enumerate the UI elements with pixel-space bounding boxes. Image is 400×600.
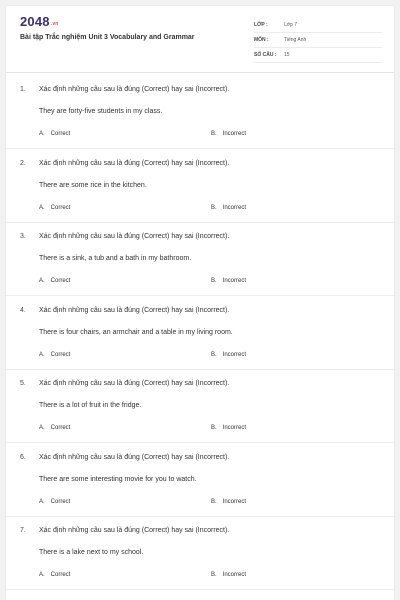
question-number: 7.: [20, 527, 26, 534]
meta-row-question-count: [254, 48, 382, 63]
option-a[interactable]: A. Correct: [39, 131, 71, 137]
question-item: [6, 527, 394, 600]
question-sentence: There is four chairs, an armchair and a table in my living room.: [39, 328, 233, 336]
site-logo[interactable]: 2048.vn: [20, 14, 59, 29]
meta-label: MÔN :: [254, 37, 269, 43]
question-prompt: Xác định những câu sau là đúng (Correct) hay sai (Incorrect).: [39, 453, 230, 461]
option-b[interactable]: B. Incorrect: [211, 131, 247, 137]
question-divider: [6, 295, 394, 296]
question-prompt: Xác định những câu sau là đúng (Correct) hay sai (Incorrect).: [39, 380, 230, 387]
meta-value: Tiếng Anh: [284, 37, 307, 43]
question-item: [6, 160, 394, 234]
question-item: [6, 380, 394, 454]
question-sentence: They are forty-five students in my class.: [39, 108, 163, 115]
question-item: [6, 307, 394, 381]
meta-value: 15: [284, 52, 290, 58]
question-item: [6, 86, 394, 160]
question-number: 5.: [20, 380, 26, 387]
meta-label: LỚP :: [254, 22, 268, 28]
question-number: 6.: [20, 453, 26, 461]
question-prompt: Xác định những câu sau là đúng (Correct) hay sai (Incorrect).: [39, 527, 230, 534]
option-b[interactable]: B. Incorrect: [211, 204, 247, 211]
option-b[interactable]: B. Incorrect: [211, 351, 247, 358]
question-prompt: Xác định những câu sau là đúng (Correct) hay sai (Incorrect).: [39, 86, 230, 93]
question-prompt: Xác định những câu sau là đúng (Correct) hay sai (Incorrect).: [39, 233, 230, 240]
option-a[interactable]: A. Correct: [39, 278, 71, 284]
option-a[interactable]: A. Correct: [39, 498, 71, 505]
header-divider: [6, 72, 394, 73]
meta-label: SỐ CÂU :: [254, 52, 277, 58]
question-divider: [6, 516, 394, 517]
question-number: 3.: [20, 233, 26, 240]
question-item: [6, 454, 394, 528]
question-sentence: There are some interesting movie for you to watch.: [39, 475, 197, 483]
option-a[interactable]: A. Correct: [39, 572, 71, 578]
question-sentence: There is a lake next to my school.: [39, 549, 144, 556]
option-a[interactable]: A. Correct: [39, 351, 71, 358]
option-b[interactable]: B. Incorrect: [211, 425, 247, 431]
question-sentence: There are some rice in the kitchen.: [39, 181, 147, 189]
meta-row-subject: [254, 33, 382, 48]
question-divider: [6, 442, 394, 443]
question-number: 4.: [20, 306, 26, 314]
option-a[interactable]: A. Correct: [39, 425, 71, 431]
meta-row-grade: [254, 18, 382, 33]
question-sentence: There is a lot of fruit in the fridge.: [39, 402, 142, 409]
option-b[interactable]: B. Incorrect: [211, 498, 247, 505]
question-list: [6, 86, 394, 600]
worksheet-meta: [254, 18, 382, 63]
option-b[interactable]: B. Incorrect: [211, 572, 247, 578]
question-divider: [6, 589, 394, 590]
worksheet-title: Bài tập Trắc nghiệm Unit 3 Vocabulary and Grammar: [20, 34, 195, 41]
question-item: [6, 233, 394, 307]
question-divider: [6, 222, 394, 223]
question-number: 2.: [20, 159, 26, 167]
option-a[interactable]: A. Correct: [39, 204, 71, 211]
worksheet-page: [6, 6, 394, 600]
question-divider: [6, 148, 394, 149]
meta-value: Lớp 7: [284, 22, 298, 28]
question-divider: [6, 369, 394, 370]
question-prompt: Xác định những câu sau là đúng (Correct) hay sai (Incorrect).: [39, 159, 230, 167]
question-number: 1.: [20, 86, 26, 93]
option-b[interactable]: B. Incorrect: [211, 278, 247, 284]
question-prompt: Xác định những câu sau là đúng (Correct) hay sai (Incorrect).: [39, 306, 230, 314]
question-sentence: There is a sink, a tub and a bath in my bathroom.: [39, 255, 192, 262]
worksheet-header: [6, 6, 394, 68]
